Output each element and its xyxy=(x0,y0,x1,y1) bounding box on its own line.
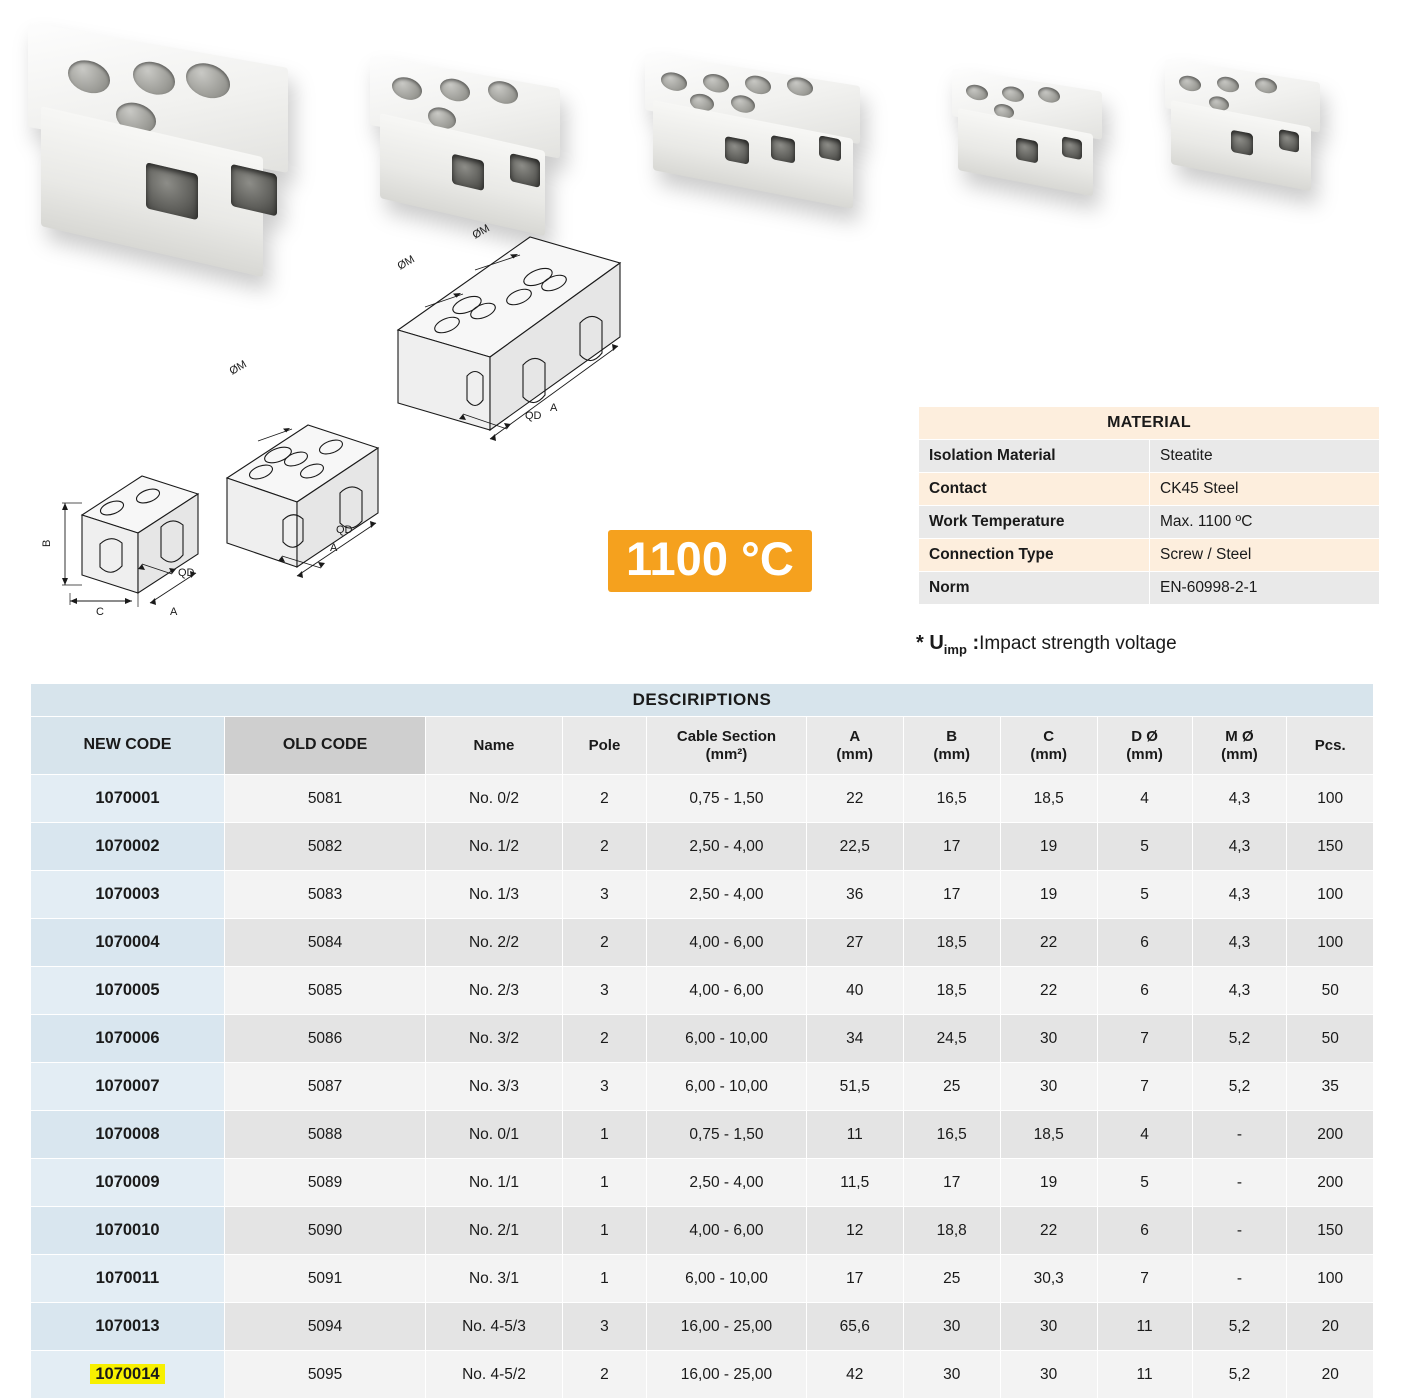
material-key: Connection Type xyxy=(919,539,1150,572)
cell-c: 30 xyxy=(1000,1303,1097,1351)
col-line1: C xyxy=(1043,728,1055,746)
cell-m: 4,3 xyxy=(1192,775,1287,823)
cell-m: 5,2 xyxy=(1192,1303,1287,1351)
cell-name: No. 4-5/3 xyxy=(426,1303,563,1351)
cell-pcs: 150 xyxy=(1287,823,1374,871)
table-row xyxy=(31,1207,1374,1255)
cell-b: 25 xyxy=(903,1063,1000,1111)
screw-hole xyxy=(68,57,110,96)
cell-pole: 3 xyxy=(562,1303,646,1351)
cell-name: No. 4-5/2 xyxy=(426,1351,563,1399)
cell-d: 7 xyxy=(1097,1063,1192,1111)
screw-hole xyxy=(703,72,729,94)
screw-hole xyxy=(1179,74,1201,92)
cable-entry xyxy=(1016,137,1038,163)
col-line2: (mm) xyxy=(1030,745,1067,763)
cell-pcs: 50 xyxy=(1287,967,1374,1015)
col-c xyxy=(1000,717,1097,775)
cell-old-code: 5089 xyxy=(224,1159,425,1207)
cell-cable: 2,50 - 4,00 xyxy=(647,823,807,871)
cell-pcs: 20 xyxy=(1287,1303,1374,1351)
cell-c: 30 xyxy=(1000,1063,1097,1111)
cell-pcs: 150 xyxy=(1287,1207,1374,1255)
cell-pcs: 35 xyxy=(1287,1063,1374,1111)
screw-hole xyxy=(133,59,175,98)
screw-hole xyxy=(966,83,988,101)
new-code-value-highlighted: 1070014 xyxy=(90,1364,164,1384)
cell-pole: 2 xyxy=(562,919,646,967)
uimp-text: Impact strength voltage xyxy=(979,633,1177,654)
new-code-value: 1070008 xyxy=(95,1125,160,1143)
material-value: Max. 1100 ºC xyxy=(1150,506,1380,539)
col-line2: (mm²) xyxy=(705,745,748,763)
table-row xyxy=(919,440,1380,473)
cell-m: 5,2 xyxy=(1192,1351,1287,1399)
new-code-value: 1070002 xyxy=(95,837,160,855)
table-row xyxy=(31,1255,1374,1303)
label-om: ØM xyxy=(227,358,249,378)
label-qd: QD xyxy=(336,524,353,536)
screw-hole xyxy=(1217,75,1239,93)
cell-new-code xyxy=(31,871,225,919)
cable-entry xyxy=(146,162,198,220)
new-code-value: 1070005 xyxy=(95,981,160,999)
cell-c: 19 xyxy=(1000,823,1097,871)
dimension-drawing-svg xyxy=(20,215,660,675)
cell-old-code: 5084 xyxy=(224,919,425,967)
cell-d: 6 xyxy=(1097,1207,1192,1255)
cable-entry xyxy=(1279,129,1299,153)
cell-name: No. 3/1 xyxy=(426,1255,563,1303)
cell-m: - xyxy=(1192,1111,1287,1159)
new-code-value: 1070003 xyxy=(95,885,160,903)
cell-cable: 4,00 - 6,00 xyxy=(647,1207,807,1255)
cell-pcs: 100 xyxy=(1287,871,1374,919)
table-row xyxy=(31,1063,1374,1111)
cell-pole: 1 xyxy=(562,1207,646,1255)
cell-old-code: 5087 xyxy=(224,1063,425,1111)
cell-pcs: 200 xyxy=(1287,1111,1374,1159)
material-table xyxy=(918,406,1380,605)
screw-hole xyxy=(745,74,771,96)
col-line2: (mm) xyxy=(1221,745,1258,763)
screw-hole xyxy=(488,79,518,106)
cell-b: 25 xyxy=(903,1255,1000,1303)
cell-d: 6 xyxy=(1097,919,1192,967)
cell-new-code xyxy=(31,1159,225,1207)
cell-new-code xyxy=(31,919,225,967)
col-line1: NEW CODE xyxy=(83,736,172,754)
col-new-code xyxy=(31,717,225,775)
cell-c: 19 xyxy=(1000,871,1097,919)
cell-name: No. 3/2 xyxy=(426,1015,563,1063)
cell-name: No. 1/1 xyxy=(426,1159,563,1207)
cell-a: 51,5 xyxy=(806,1063,903,1111)
new-code-value: 1070009 xyxy=(95,1173,160,1191)
table-row xyxy=(31,1159,1374,1207)
drawing-medium-block xyxy=(227,425,378,655)
cell-old-code: 5086 xyxy=(224,1015,425,1063)
screw-hole xyxy=(392,75,422,102)
cell-b: 18,5 xyxy=(903,919,1000,967)
uimp-subscript: imp xyxy=(943,642,967,657)
drawing-large-block xyxy=(395,237,620,430)
cell-a: 12 xyxy=(806,1207,903,1255)
product-photo-4 xyxy=(952,68,1127,193)
cell-pole: 2 xyxy=(562,823,646,871)
cell-old-code: 5081 xyxy=(224,775,425,823)
label-b: B xyxy=(41,539,53,547)
cell-m: - xyxy=(1192,1159,1287,1207)
cell-cable: 16,00 - 25,00 xyxy=(647,1303,807,1351)
screw-hole xyxy=(1255,76,1277,94)
cell-d: 4 xyxy=(1097,775,1192,823)
cable-entry xyxy=(725,136,749,165)
col-line1: Pole xyxy=(588,736,621,754)
screw-hole xyxy=(1038,86,1060,104)
cell-c: 18,5 xyxy=(1000,775,1097,823)
label-a: A xyxy=(170,606,178,618)
table-row xyxy=(31,871,1374,919)
technical-drawings xyxy=(20,215,660,675)
cell-m: - xyxy=(1192,1255,1287,1303)
drawing-small-block xyxy=(62,476,198,607)
table-row xyxy=(919,506,1380,539)
label-om: ØM xyxy=(470,222,492,242)
col-line2: (mm) xyxy=(1126,745,1163,763)
cell-pcs: 100 xyxy=(1287,1255,1374,1303)
cell-a: 11 xyxy=(806,1111,903,1159)
cable-entry xyxy=(1231,130,1253,156)
table-row xyxy=(31,1015,1374,1063)
cell-name: No. 1/3 xyxy=(426,871,563,919)
cell-d: 11 xyxy=(1097,1351,1192,1399)
cell-cable: 2,50 - 4,00 xyxy=(647,1159,807,1207)
uimp-colon: : xyxy=(966,632,980,654)
cell-c: 30 xyxy=(1000,1351,1097,1399)
table-row xyxy=(31,967,1374,1015)
temperature-badge: 1100 °C xyxy=(608,530,812,592)
cell-pole: 2 xyxy=(562,1351,646,1399)
cell-c: 19 xyxy=(1000,1159,1097,1207)
col-a xyxy=(806,717,903,775)
cell-pcs: 100 xyxy=(1287,919,1374,967)
product-photo-3 xyxy=(645,52,890,187)
col-line1: Cable Section xyxy=(676,728,777,746)
cell-cable: 16,00 - 25,00 xyxy=(647,1351,807,1399)
cell-d: 5 xyxy=(1097,1159,1192,1207)
col-line1: OLD CODE xyxy=(282,736,368,754)
col-line1: Name xyxy=(473,736,515,754)
cell-pole: 3 xyxy=(562,871,646,919)
cell-cable: 2,50 - 4,00 xyxy=(647,871,807,919)
table-row xyxy=(31,775,1374,823)
cell-new-code xyxy=(31,1063,225,1111)
cell-c: 22 xyxy=(1000,1207,1097,1255)
cell-new-code xyxy=(31,1111,225,1159)
cell-old-code: 5095 xyxy=(224,1351,425,1399)
table-row xyxy=(919,473,1380,506)
uimp-footnote xyxy=(916,632,1177,657)
col-cable-section xyxy=(647,717,807,775)
cell-a: 65,6 xyxy=(806,1303,903,1351)
screw-hole xyxy=(1002,85,1024,103)
col-old-code xyxy=(224,717,425,775)
cell-b: 17 xyxy=(903,871,1000,919)
cell-b: 16,5 xyxy=(903,1111,1000,1159)
cell-d: 7 xyxy=(1097,1255,1192,1303)
cell-a: 27 xyxy=(806,919,903,967)
cell-name: No. 0/2 xyxy=(426,775,563,823)
cell-cable: 0,75 - 1,50 xyxy=(647,1111,807,1159)
cell-a: 22,5 xyxy=(806,823,903,871)
cell-a: 11,5 xyxy=(806,1159,903,1207)
cell-c: 18,5 xyxy=(1000,1111,1097,1159)
cell-b: 17 xyxy=(903,1159,1000,1207)
label-c: C xyxy=(96,606,104,618)
cell-pcs: 50 xyxy=(1287,1015,1374,1063)
cell-a: 42 xyxy=(806,1351,903,1399)
cell-new-code xyxy=(31,823,225,871)
col-d-diameter xyxy=(1097,717,1192,775)
table-row xyxy=(31,1351,1374,1399)
table-row xyxy=(31,1111,1374,1159)
label-a: A xyxy=(330,542,338,554)
cell-m: 4,3 xyxy=(1192,967,1287,1015)
cable-entry xyxy=(1062,136,1082,160)
col-line1: M Ø xyxy=(1225,728,1254,746)
col-line2: (mm) xyxy=(836,745,874,763)
cell-a: 17 xyxy=(806,1255,903,1303)
screw-hole xyxy=(661,71,687,93)
cell-b: 17 xyxy=(903,823,1000,871)
cell-a: 36 xyxy=(806,871,903,919)
cell-d: 5 xyxy=(1097,871,1192,919)
cell-pcs: 20 xyxy=(1287,1351,1374,1399)
uimp-symbol: * U xyxy=(916,632,944,654)
cell-pcs: 200 xyxy=(1287,1159,1374,1207)
col-b xyxy=(903,717,1000,775)
new-code-value: 1070013 xyxy=(95,1317,160,1335)
table-row xyxy=(31,1303,1374,1351)
cell-pcs: 100 xyxy=(1287,775,1374,823)
cell-new-code xyxy=(31,1351,225,1399)
cell-b: 16,5 xyxy=(903,775,1000,823)
cell-name: No. 2/1 xyxy=(426,1207,563,1255)
table-row xyxy=(31,919,1374,967)
material-key: Work Temperature xyxy=(919,506,1150,539)
label-qd: QD xyxy=(525,410,542,422)
cable-entry xyxy=(231,164,277,217)
cell-old-code: 5083 xyxy=(224,871,425,919)
cell-d: 5 xyxy=(1097,823,1192,871)
cell-new-code xyxy=(31,1303,225,1351)
cell-name: No. 2/2 xyxy=(426,919,563,967)
cell-new-code xyxy=(31,1255,225,1303)
cell-pole: 1 xyxy=(562,1255,646,1303)
cell-d: 4 xyxy=(1097,1111,1192,1159)
material-key: Norm xyxy=(919,572,1150,605)
material-key: Isolation Material xyxy=(919,440,1150,473)
col-pcs xyxy=(1287,717,1374,775)
cell-m: - xyxy=(1192,1207,1287,1255)
col-line1: A xyxy=(849,728,861,746)
cell-pole: 3 xyxy=(562,1063,646,1111)
cell-pole: 2 xyxy=(562,1015,646,1063)
table-row xyxy=(919,539,1380,572)
cell-cable: 6,00 - 10,00 xyxy=(647,1015,807,1063)
screw-hole xyxy=(731,94,755,115)
material-value: Screw / Steel xyxy=(1150,539,1380,572)
cell-d: 6 xyxy=(1097,967,1192,1015)
cell-cable: 0,75 - 1,50 xyxy=(647,775,807,823)
col-name xyxy=(426,717,563,775)
cell-pole: 1 xyxy=(562,1159,646,1207)
cell-name: No. 3/3 xyxy=(426,1063,563,1111)
screw-hole xyxy=(440,76,470,103)
material-key: Contact xyxy=(919,473,1150,506)
col-line1: B xyxy=(946,728,958,746)
cell-name: No. 1/2 xyxy=(426,823,563,871)
new-code-value: 1070004 xyxy=(95,933,160,951)
material-value: EN-60998-2-1 xyxy=(1150,572,1380,605)
screw-hole xyxy=(787,75,813,97)
cell-c: 30,3 xyxy=(1000,1255,1097,1303)
cable-entry xyxy=(771,135,795,164)
label-a: A xyxy=(550,402,558,414)
cell-new-code xyxy=(31,967,225,1015)
cable-entry xyxy=(452,154,484,191)
cell-cable: 4,00 - 6,00 xyxy=(647,967,807,1015)
cell-b: 18,8 xyxy=(903,1207,1000,1255)
cable-entry xyxy=(819,135,841,161)
cell-b: 18,5 xyxy=(903,967,1000,1015)
cell-new-code xyxy=(31,1015,225,1063)
cell-old-code: 5085 xyxy=(224,967,425,1015)
table-title: DESCIRIPTIONS xyxy=(31,684,1374,717)
cell-m: 4,3 xyxy=(1192,871,1287,919)
cell-b: 30 xyxy=(903,1351,1000,1399)
cell-m: 4,3 xyxy=(1192,919,1287,967)
col-line1: Pcs. xyxy=(1314,736,1346,754)
descriptions-table xyxy=(30,683,1374,1399)
cell-b: 24,5 xyxy=(903,1015,1000,1063)
cell-pole: 3 xyxy=(562,967,646,1015)
cell-old-code: 5088 xyxy=(224,1111,425,1159)
screw-hole xyxy=(186,60,230,102)
new-code-value: 1070010 xyxy=(95,1221,160,1239)
cell-b: 30 xyxy=(903,1303,1000,1351)
cell-old-code: 5091 xyxy=(224,1255,425,1303)
table-row xyxy=(919,572,1380,605)
cell-a: 34 xyxy=(806,1015,903,1063)
cell-d: 11 xyxy=(1097,1303,1192,1351)
col-pole xyxy=(562,717,646,775)
cell-old-code: 5082 xyxy=(224,823,425,871)
product-photo-2 xyxy=(370,55,585,220)
new-code-value: 1070007 xyxy=(95,1077,160,1095)
label-om: ØM xyxy=(395,253,417,273)
material-value: Steatite xyxy=(1150,440,1380,473)
cell-name: No. 0/1 xyxy=(426,1111,563,1159)
cell-new-code xyxy=(31,1207,225,1255)
cell-c: 22 xyxy=(1000,967,1097,1015)
cell-cable: 6,00 - 10,00 xyxy=(647,1063,807,1111)
cell-m: 4,3 xyxy=(1192,823,1287,871)
material-table-header: MATERIAL xyxy=(919,407,1380,440)
cell-name: No. 2/3 xyxy=(426,967,563,1015)
cell-a: 40 xyxy=(806,967,903,1015)
cell-d: 7 xyxy=(1097,1015,1192,1063)
cell-c: 22 xyxy=(1000,919,1097,967)
table-row xyxy=(31,823,1374,871)
product-photo-1 xyxy=(28,22,323,237)
col-m-diameter xyxy=(1192,717,1287,775)
cell-cable: 6,00 - 10,00 xyxy=(647,1255,807,1303)
cell-m: 5,2 xyxy=(1192,1063,1287,1111)
label-qd: QD xyxy=(178,567,195,579)
new-code-value: 1070006 xyxy=(95,1029,160,1047)
cell-pole: 2 xyxy=(562,775,646,823)
col-line2: (mm) xyxy=(933,745,971,763)
new-code-value: 1070011 xyxy=(95,1269,160,1287)
cable-entry xyxy=(510,153,540,188)
material-value: CK45 Steel xyxy=(1150,473,1380,506)
cell-new-code xyxy=(31,775,225,823)
cell-m: 5,2 xyxy=(1192,1015,1287,1063)
cell-old-code: 5090 xyxy=(224,1207,425,1255)
cell-cable: 4,00 - 6,00 xyxy=(647,919,807,967)
cell-c: 30 xyxy=(1000,1015,1097,1063)
cell-old-code: 5094 xyxy=(224,1303,425,1351)
col-line1: D Ø xyxy=(1131,728,1158,746)
cell-a: 22 xyxy=(806,775,903,823)
new-code-value: 1070001 xyxy=(95,789,160,807)
cell-pole: 1 xyxy=(562,1111,646,1159)
product-photo-5 xyxy=(1165,58,1345,188)
